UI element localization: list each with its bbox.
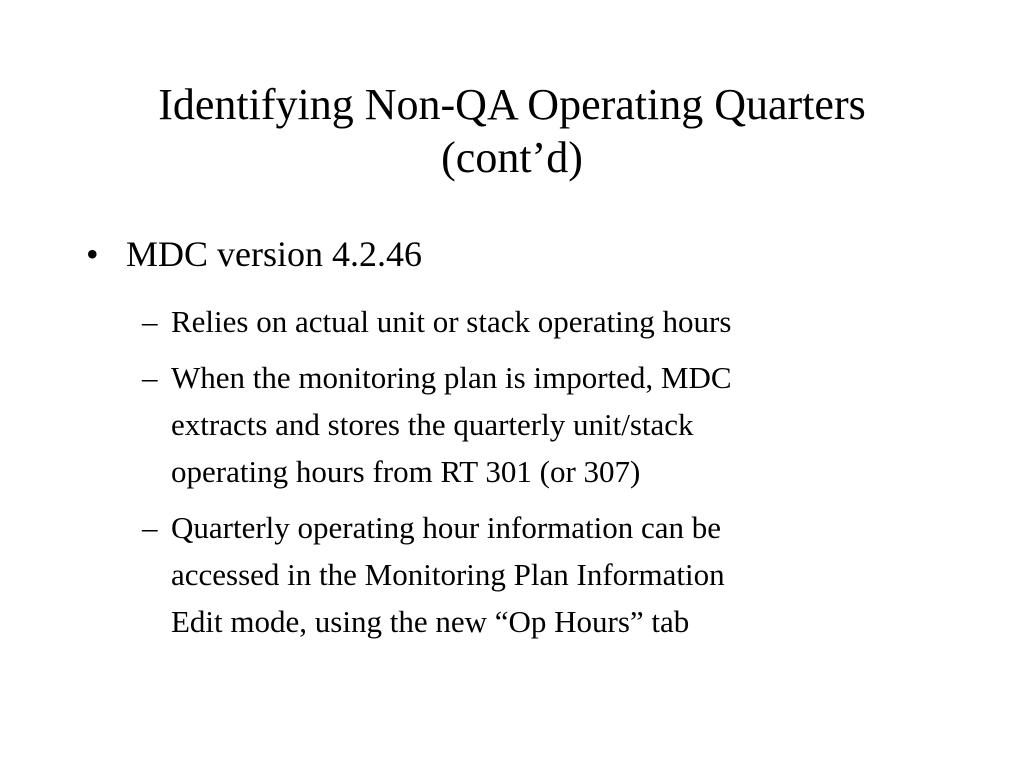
sub-bullet-2-line-2: extracts and stores the quarterly unit/stack	[171, 407, 694, 442]
sub-bullet-2-line-3: operating hours from RT 301 (or 307)	[171, 454, 641, 489]
main-bullet-text: MDC version 4.2.46	[126, 234, 422, 274]
slide-title-line-2: (cont’d)	[441, 133, 583, 182]
sub-bullet-1-line-1: Relies on actual unit or stack operating hours	[171, 304, 732, 339]
sub-bullet-2-line-1: When the monitoring plan is imported, MDC	[171, 360, 732, 395]
sub-bullet-3-line-1: Quarterly operating hour information can be	[171, 510, 722, 545]
sub-bullet-3-line-2: accessed in the Monitoring Plan Information	[171, 557, 725, 592]
bullet-marker: •	[86, 234, 99, 274]
dash-marker: –	[142, 304, 158, 339]
dash-marker: –	[142, 360, 158, 395]
slide-body	[0, 234, 1024, 654]
slide-title-line-1: Identifying Non-QA Operating Quarters	[158, 80, 866, 129]
sub-bullet-3	[0, 504, 901, 645]
sub-bullet-3-line-3: Edit mode, using the new “Op Hours” tab	[171, 604, 690, 639]
sub-bullet-2	[0, 354, 901, 495]
sub-bullet-list	[0, 298, 1024, 645]
sub-bullet-1	[0, 298, 901, 345]
dash-marker: –	[142, 510, 158, 545]
main-bullet	[0, 234, 1024, 274]
slide-title	[60, 78, 964, 184]
